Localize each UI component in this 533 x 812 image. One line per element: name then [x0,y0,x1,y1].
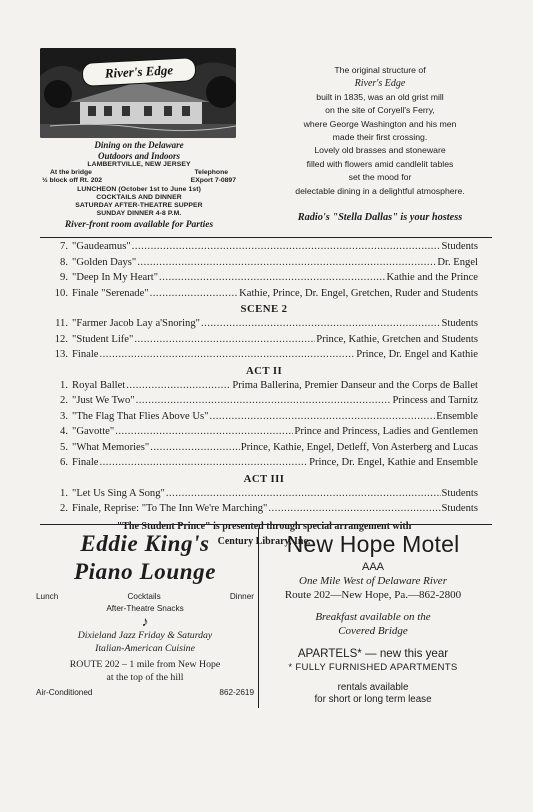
item-performers: Prince, Kathie, Engel, Detleff, Von Asterberg and Lucas [240,441,478,453]
dot-leader [150,442,240,453]
vertical-divider [258,528,259,708]
item-number: 7. [60,241,68,252]
program-item [50,241,478,257]
item-number: 4. [60,426,68,437]
block-text: ½ block off Rt. 202 [42,177,103,185]
item-title: "Let Us Sing A Song" [72,487,165,499]
hostess-line: Radio's "Stella Dallas" is your hostess [297,212,463,223]
item-performers: Students [441,487,478,499]
cocktails-text: Cocktails [127,592,161,601]
dot-leader [137,257,436,268]
piano-lounge-title: Piano Lounge [73,559,217,584]
act1-scene1-list [50,241,478,303]
item-number: 8. [60,256,68,268]
air-conditioned: Air-Conditioned [36,688,93,697]
furnished: * FULLY FURNISHED APARTMENTS [288,662,458,673]
dot-leader [268,503,440,514]
scene2-list [50,318,478,365]
dot-leader [115,426,293,437]
after-theatre: After-Theatre Snacks [106,604,184,613]
rivers-edge-logo: River's Edge [81,57,196,87]
desc-line: where George Washington and his men [303,118,457,129]
ek-route: ROUTE 202 – 1 mile from New Hope [69,659,221,670]
program-item [50,442,478,458]
tagline-2: Outdoors and Indoors [97,150,181,161]
program-item [50,488,478,504]
item-number: 1. [60,379,68,391]
rentals-1: rentals available [337,682,409,693]
new-hope-motel-ad [262,530,484,706]
item-performers: Prince and Princess, Ladies and Gentlemen [294,426,478,437]
dot-leader [126,380,231,391]
act3-list [50,488,478,519]
motel-location: One Mile West of Delaware River [299,575,447,587]
dot-leader [201,318,441,329]
location: LAMBERTVILLE, NEW JERSEY [87,161,191,168]
desc-line: made their first crossing. [332,132,428,143]
apartels: APARTELS* — new this year [297,647,449,660]
item-performers: Students [441,503,478,514]
ek-phone: 862-2619 [219,688,254,697]
phone-number: EXport 7-0897 [190,177,236,185]
dot-leader [136,395,392,406]
credit-line-1: "The Student Prince" is presented through special arrangement with [116,520,412,532]
dot-leader [209,411,435,422]
item-title: "Student Life" [72,333,134,345]
program-item [50,272,478,288]
cuisine: Italian-American Cuisine [95,642,195,654]
breakfast-2: Covered Bridge [338,625,408,637]
item-number: 2. [60,503,68,514]
item-number: 13. [54,349,68,360]
rivers-edge-info [36,140,242,231]
item-performers: Students [441,241,478,252]
lunch-text: Lunch [36,592,59,601]
sunday-dinner: SUNDAY DINNER 4-8 P.M. [96,210,182,218]
desc-line: filled with flowers amid candlelit tables [306,158,454,169]
rivers-edge-ad [36,44,496,234]
item-performers: Princess and Tarnitz [392,395,478,406]
item-number: 3. [60,410,68,422]
program-item [50,288,478,304]
dixieland-jazz: Dixieland Jazz Friday & Saturday [77,630,213,641]
dot-leader [150,288,239,299]
desc-line: The original structure of [334,65,426,75]
dot-leader [166,488,441,499]
item-title: "Gavotte" [72,426,115,437]
tagline-1: Dining on the Delaware [94,140,184,150]
desc-line: Lovely old brasses and stoneware [314,145,446,156]
item-performers: Prince, Kathie, Gretchen and Students [316,333,478,345]
eddie-kings-title: Eddie King's [80,531,210,556]
dot-leader [134,334,315,345]
cocktails: COCKTAILS AND DINNER [96,193,182,201]
item-performers: Prince, Dr. Engel and Kathie [356,349,478,360]
telephone-label: Telephone [194,169,228,177]
program-item [50,457,478,473]
item-title: "Deep In My Heart" [72,272,159,283]
item-title: "Golden Days" [72,256,137,268]
program-item [50,318,478,334]
item-number: 12. [54,333,68,345]
item-number: 11. [55,318,68,329]
divider-bottom [40,524,492,525]
item-title: Finale, Reprise: "To The Inn We're Marching" [72,503,268,514]
ek-hill: at the top of the hill [106,671,184,683]
desc-line: delectable dining in a delightful atmosphere. [295,185,465,196]
rivers-edge-description [264,64,496,198]
rentals-2: for short or long term lease [314,694,432,705]
item-title: "Gaudeamus" [72,241,131,252]
motel-route: Route 202—New Hope, Pa.—862-2800 [284,589,462,601]
saturday-supper: SATURDAY AFTER-THEATRE SUPPER [75,202,203,210]
item-title: "Just We Two" [72,395,135,406]
act2-heading: ACT II [245,364,283,377]
item-number: 9. [60,272,68,283]
breakfast-1: Breakfast available on the [315,611,431,623]
item-title: Finale "Serenade" [72,287,149,299]
item-number: 10. [54,287,68,299]
music-note-icon: ♪ [141,615,149,630]
item-title: Finale [72,349,99,360]
item-number: 5. [60,441,68,453]
program-item [50,380,478,396]
bridge-text: At the bridge [50,169,92,177]
program-item [50,503,478,519]
act2-list [50,380,478,473]
item-performers: Kathie and the Prince [386,272,478,283]
rivers-edge-photo [40,48,236,138]
item-number: 6. [60,457,68,468]
program-listing [50,241,478,549]
dot-leader [132,241,441,252]
act3-heading: ACT III [243,472,285,485]
item-number: 1. [60,487,68,499]
program-item [50,411,478,427]
program-item [50,426,478,442]
dot-leader [159,272,385,283]
desc-line: built in 1835, was an old grist mill [316,91,444,102]
item-performers: Students [441,318,478,329]
dinner-text: Dinner [229,592,254,601]
item-title: "Farmer Jacob Lay a'Snoring" [72,318,200,329]
river-front: River-front room available for Parties [64,220,214,231]
divider-top [40,237,492,238]
motel-title: New Hope Motel [286,531,460,557]
program-item [50,334,478,350]
item-title: "What Memories" [72,441,150,453]
desc-line: set the mood for [348,172,412,183]
desc-line: on the site of Coryell's Ferry, [325,105,435,116]
credit-line-2: Century Library, Inc. [217,535,311,547]
program-item [50,395,478,411]
item-title: Royal Ballet [72,379,126,391]
item-performers: Ensemble [436,410,478,422]
item-performers: Prima Ballerina, Premier Danseur and the Corps de Ballet [232,379,478,391]
dot-leader [99,457,308,468]
item-title: "The Flag That Flies Above Us" [72,410,209,422]
item-performers: Dr. Engel [437,256,478,268]
eddie-kings-ad [36,530,254,698]
scene2-heading: SCENE 2 [240,303,288,315]
item-number: 2. [60,395,68,406]
item-title: Finale [72,457,99,468]
dot-leader [99,349,355,360]
desc-name: River's Edge [354,78,406,90]
program-item [50,349,478,365]
luncheon: LUNCHEON (October 1st to June 1st) [77,185,201,193]
item-performers: Prince, Dr. Engel, Kathie and Ensemble [309,457,478,468]
aaa-badge: AAA [361,561,384,573]
item-performers: Kathie, Prince, Dr. Engel, Gretchen, Ruder and Students [239,287,478,299]
program-item [50,257,478,273]
